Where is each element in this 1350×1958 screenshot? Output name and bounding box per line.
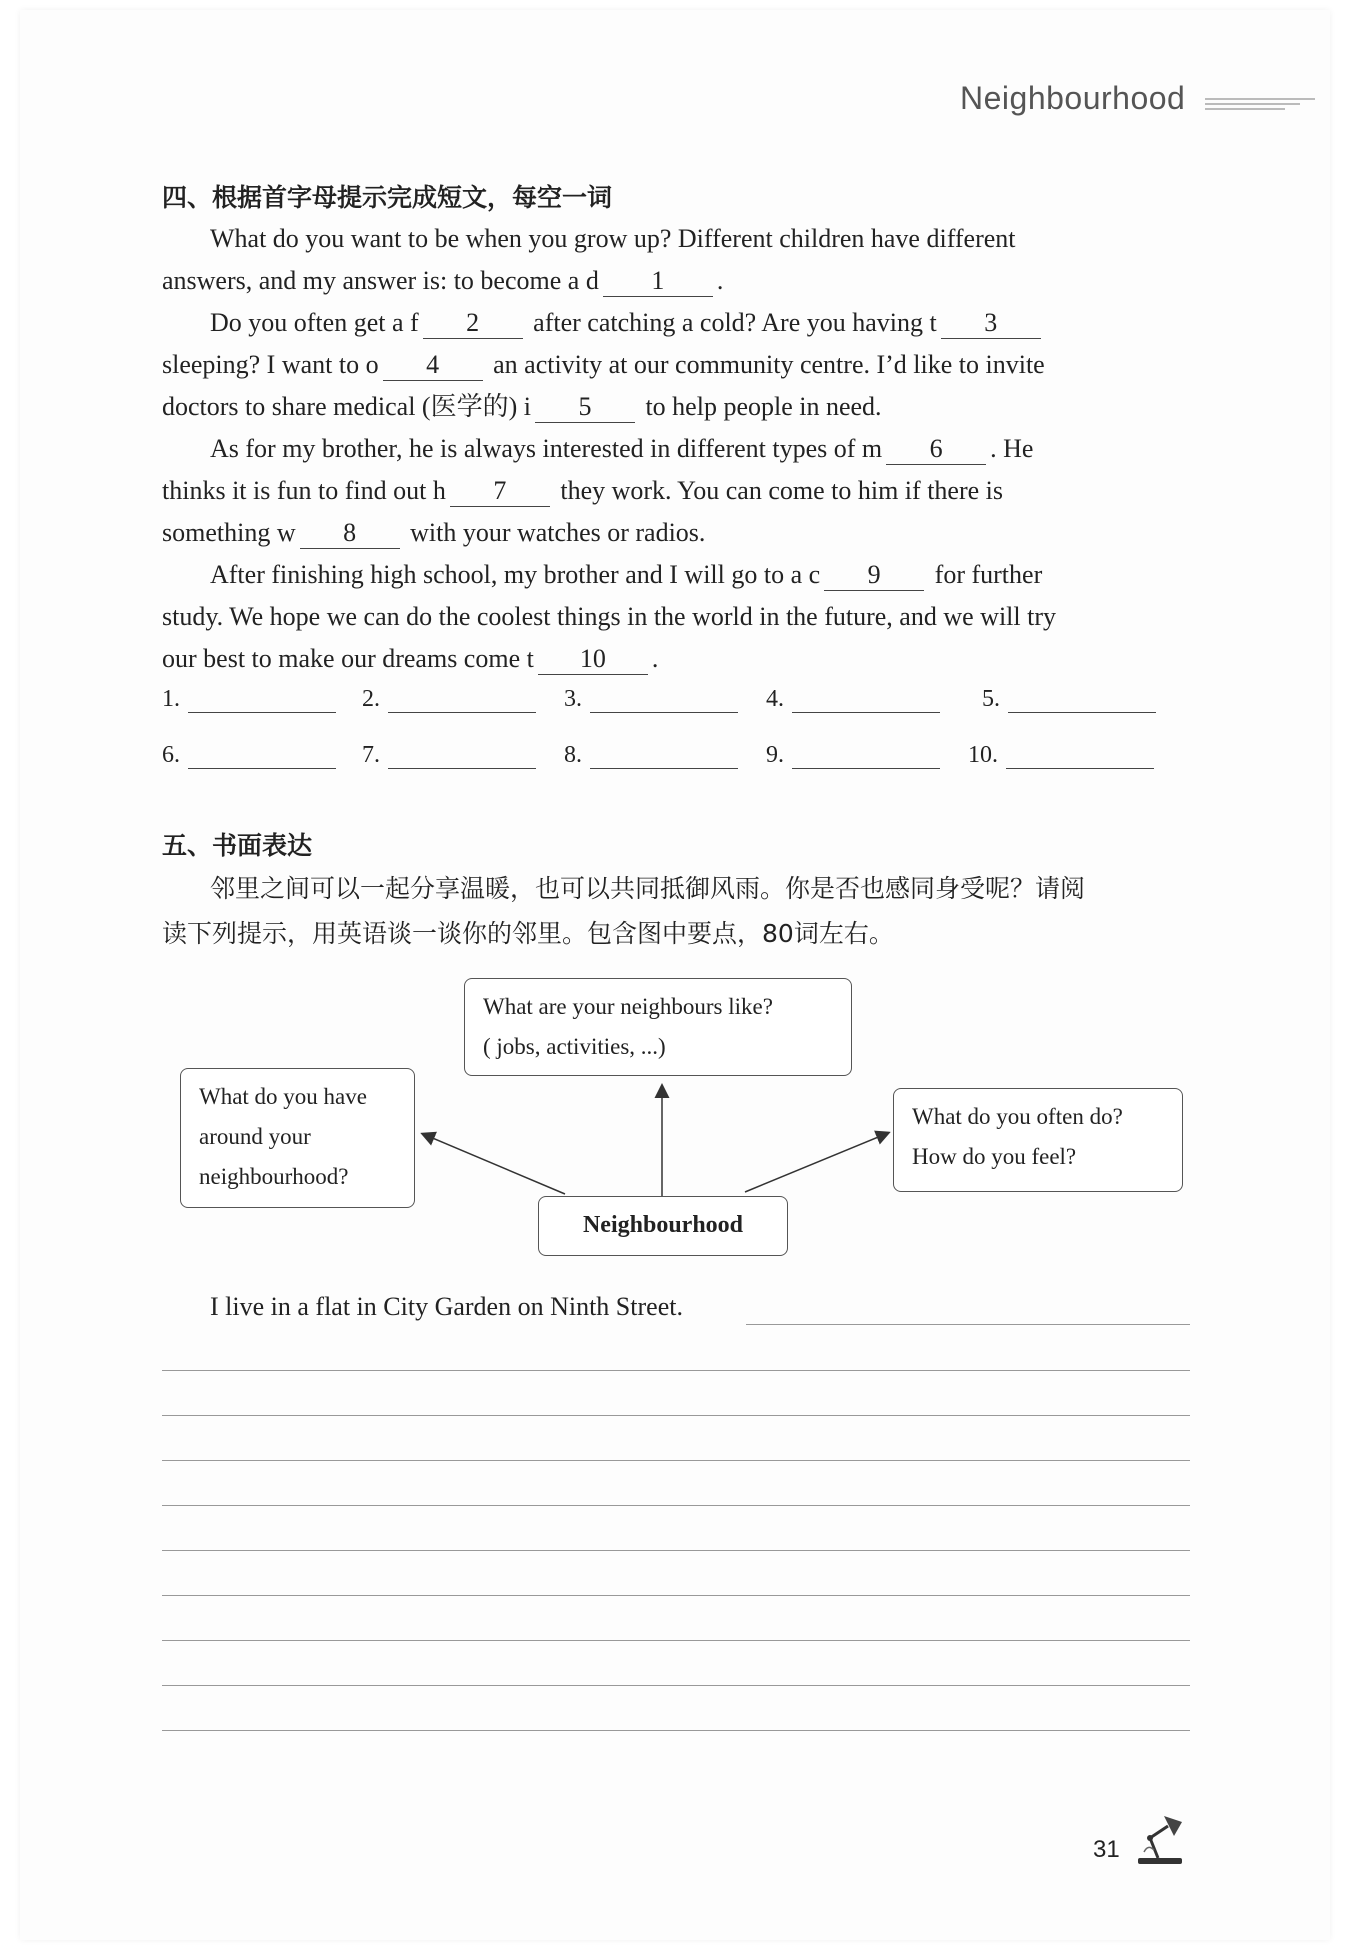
mind-map-box-top bbox=[464, 978, 852, 1076]
running-header-title: Neighbourhood bbox=[960, 80, 1186, 116]
box-text: What do you have bbox=[199, 1084, 367, 1109]
answer-line[interactable] bbox=[590, 746, 738, 769]
answer-line[interactable] bbox=[188, 746, 336, 769]
passage-text: After finishing high school, my brother and I will go to a c bbox=[210, 560, 821, 589]
answer-label: 6. bbox=[162, 742, 180, 768]
writing-line[interactable] bbox=[162, 1685, 1190, 1686]
lamp-mascot-icon bbox=[1130, 1808, 1190, 1868]
writing-line[interactable] bbox=[162, 1505, 1190, 1506]
passage-text: answers, and my answer is: to become a d bbox=[162, 266, 599, 295]
answer-label: 4. bbox=[766, 686, 784, 712]
writing-line[interactable] bbox=[162, 1370, 1190, 1371]
answer-line[interactable] bbox=[590, 690, 738, 713]
passage-line bbox=[162, 260, 1192, 302]
answer-label: 2. bbox=[362, 686, 380, 712]
writing-line[interactable] bbox=[162, 1415, 1190, 1416]
box-text: neighbourhood? bbox=[199, 1164, 349, 1189]
answer-slot[interactable] bbox=[162, 686, 336, 713]
passage-text: they work. You can come to him if there is bbox=[560, 476, 1003, 505]
writing-prompt bbox=[162, 866, 1192, 956]
answer-line[interactable] bbox=[388, 746, 536, 769]
blank-9[interactable]: 9 bbox=[824, 560, 924, 591]
mind-map-center: Neighbourhood bbox=[538, 1196, 788, 1256]
passage-text: to help people in need. bbox=[645, 392, 882, 421]
answer-label: 3. bbox=[564, 686, 582, 712]
passage-line bbox=[162, 470, 1192, 512]
passage-text: . bbox=[716, 266, 724, 295]
passage-text: . He bbox=[990, 434, 1034, 463]
answer-label: 1. bbox=[162, 686, 180, 712]
blank-4[interactable]: 4 bbox=[383, 350, 483, 381]
answer-label: 9. bbox=[766, 742, 784, 768]
passage-text: Do you often get a f bbox=[210, 308, 419, 337]
blank-10[interactable]: 10 bbox=[538, 644, 648, 675]
passage-line bbox=[162, 428, 1192, 470]
page-number: 31 bbox=[1093, 1836, 1120, 1863]
answer-line[interactable] bbox=[1006, 746, 1154, 769]
header-decoration bbox=[1205, 98, 1315, 113]
answer-slot[interactable] bbox=[362, 742, 536, 769]
passage-text: with your watches or radios. bbox=[410, 518, 706, 547]
answer-grid bbox=[162, 686, 1222, 798]
answer-label: 10. bbox=[968, 742, 998, 768]
answer-slot[interactable] bbox=[162, 742, 336, 769]
passage-text: doctors to share medical (医学的) i bbox=[162, 392, 531, 421]
box-text: ( jobs, activities, ...) bbox=[483, 1034, 666, 1059]
passage-line bbox=[162, 218, 1192, 260]
answer-label: 5. bbox=[982, 686, 1000, 712]
box-text: How do you feel? bbox=[912, 1144, 1077, 1169]
answer-slot[interactable] bbox=[564, 742, 738, 769]
prompt-line: 读下列提示，用英语谈一谈你的邻里。包含图中要点，80词左右。 bbox=[162, 919, 894, 948]
box-text: What are your neighbours like? bbox=[483, 994, 773, 1019]
passage-line bbox=[162, 302, 1192, 344]
passage-text: something w bbox=[162, 518, 296, 547]
answer-row bbox=[162, 742, 1222, 798]
writing-line[interactable] bbox=[162, 1730, 1190, 1731]
passage-text: . bbox=[651, 644, 659, 673]
answer-line[interactable] bbox=[792, 690, 940, 713]
mind-map-box-right bbox=[893, 1088, 1183, 1192]
answer-slot[interactable] bbox=[766, 742, 940, 769]
passage-text: What do you want to be when you grow up? Different children have different bbox=[210, 224, 1016, 253]
passage-text: sleeping? I want to o bbox=[162, 350, 379, 379]
passage-line bbox=[162, 554, 1192, 596]
passage-line bbox=[162, 344, 1192, 386]
prompt-line: 邻里之间可以一起分享温暖，也可以共同抵御风雨。你是否也感同身受呢？请阅 bbox=[210, 874, 1086, 903]
passage-text: after catching a cold? Are you having t bbox=[533, 308, 937, 337]
answer-label: 8. bbox=[564, 742, 582, 768]
answer-slot[interactable] bbox=[766, 686, 940, 713]
cloze-passage bbox=[162, 218, 1192, 680]
answer-slot[interactable] bbox=[362, 686, 536, 713]
blank-1[interactable]: 1 bbox=[603, 266, 713, 297]
answer-line[interactable] bbox=[792, 746, 940, 769]
mind-map-box-left bbox=[180, 1068, 415, 1208]
passage-line bbox=[162, 596, 1192, 638]
section-5-heading: 五、书面表达 bbox=[162, 831, 313, 860]
writing-line[interactable] bbox=[162, 1640, 1190, 1641]
passage-text: study. We hope we can do the coolest things in the world in the future, and we will try bbox=[162, 602, 1056, 631]
answer-label: 7. bbox=[362, 742, 380, 768]
blank-8[interactable]: 8 bbox=[300, 518, 400, 549]
passage-text: for further bbox=[934, 560, 1043, 589]
blank-3[interactable]: 3 bbox=[941, 308, 1041, 339]
answer-line[interactable] bbox=[388, 690, 536, 713]
blank-5[interactable]: 5 bbox=[535, 392, 635, 423]
passage-line bbox=[162, 386, 1192, 428]
answer-slot[interactable] bbox=[564, 686, 738, 713]
writing-line[interactable] bbox=[162, 1460, 1190, 1461]
writing-line[interactable] bbox=[746, 1324, 1190, 1325]
answer-line[interactable] bbox=[1008, 690, 1156, 713]
blank-2[interactable]: 2 bbox=[423, 308, 523, 339]
section-4-heading: 四、根据首字母提示完成短文，每空一词 bbox=[162, 183, 613, 212]
answer-row bbox=[162, 686, 1222, 742]
answer-slot[interactable] bbox=[982, 686, 1156, 713]
blank-6[interactable]: 6 bbox=[886, 434, 986, 465]
writing-line[interactable] bbox=[162, 1595, 1190, 1596]
passage-text: an activity at our community centre. I’d like to invite bbox=[493, 350, 1045, 379]
box-text: What do you often do? bbox=[912, 1104, 1123, 1129]
passage-text: thinks it is fun to find out h bbox=[162, 476, 446, 505]
passage-line bbox=[162, 512, 1192, 554]
blank-7[interactable]: 7 bbox=[450, 476, 550, 507]
passage-text: our best to make our dreams come t bbox=[162, 644, 534, 673]
passage-text: As for my brother, he is always interested in different types of m bbox=[210, 434, 883, 463]
passage-line bbox=[162, 638, 1192, 680]
box-text: around your bbox=[199, 1124, 311, 1149]
answer-slot[interactable] bbox=[968, 742, 1154, 769]
writing-line[interactable] bbox=[162, 1550, 1190, 1551]
writing-start-sentence: I live in a flat in City Garden on Ninth Street. bbox=[210, 1292, 683, 1321]
answer-line[interactable] bbox=[188, 690, 336, 713]
